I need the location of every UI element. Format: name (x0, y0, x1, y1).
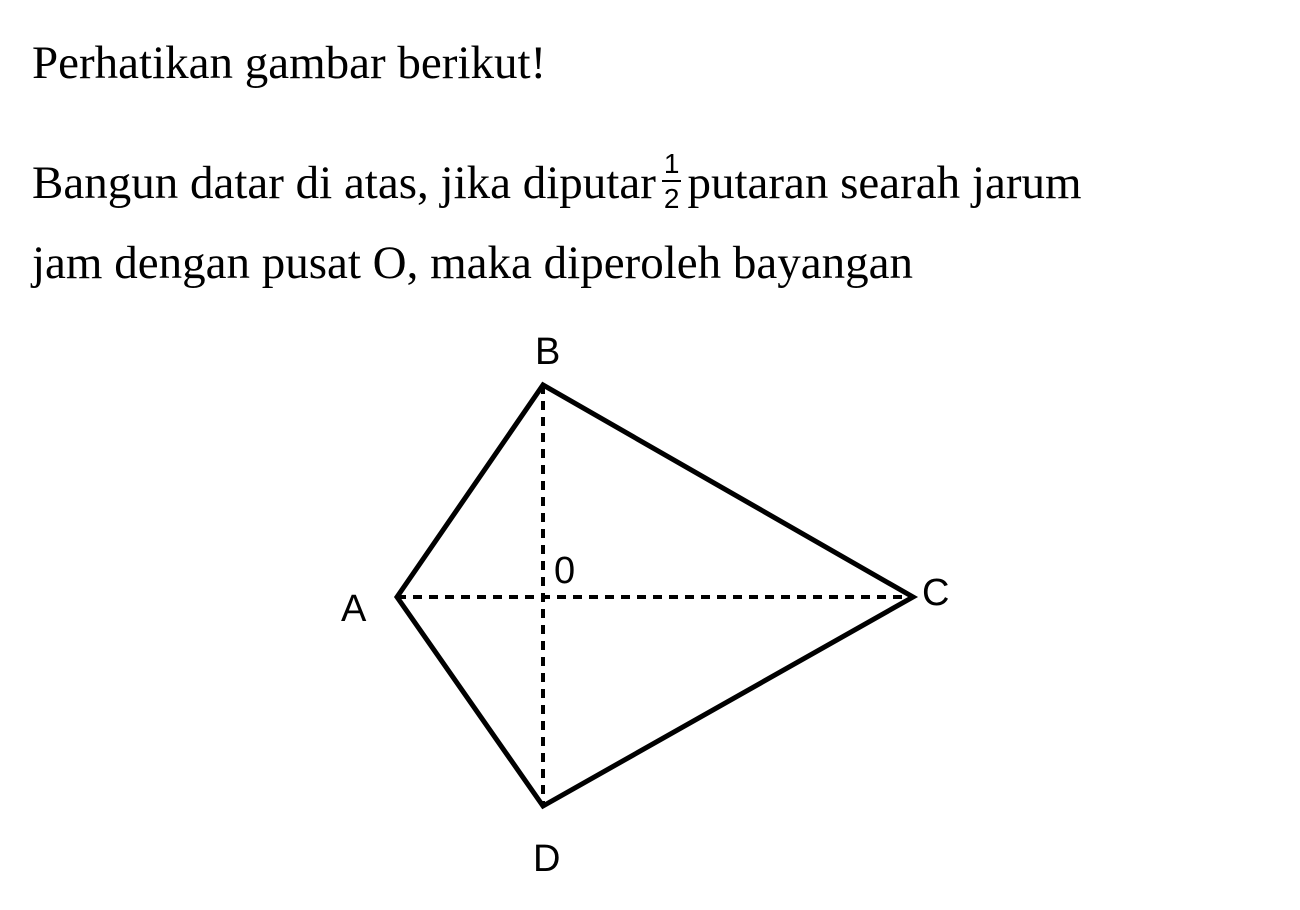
fraction-numerator: 1 (662, 149, 682, 182)
question-text-after-fraction: putaran searah jarum (687, 157, 1082, 210)
vertex-label-d: D (533, 838, 561, 880)
question-intro: Perhatikan gambar berikut! (32, 37, 547, 89)
vertex-label-c: C (922, 572, 950, 614)
center-label-o: 0 (554, 550, 576, 592)
question-line-3: jam dengan pusat O, maka diperoleh bayangan (32, 237, 913, 289)
vertex-label-a: A (341, 588, 367, 630)
fraction-denominator: 2 (663, 183, 680, 215)
vertex-label-b: B (535, 331, 561, 373)
question-text-before-fraction: Bangun datar di atas, jika diputar (32, 157, 656, 210)
